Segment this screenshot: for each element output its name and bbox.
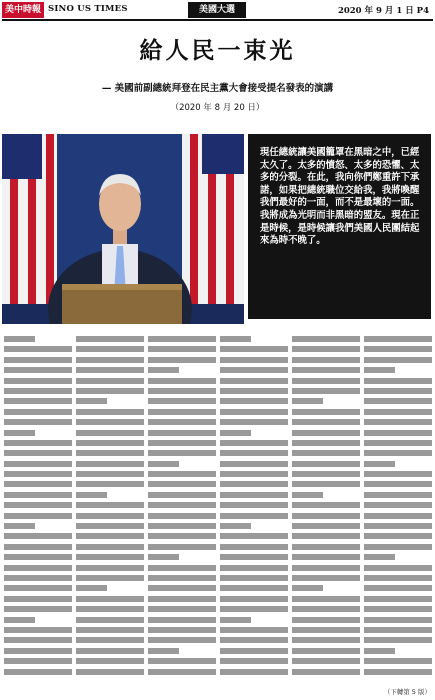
body-text-line [76, 521, 144, 531]
body-text-line [4, 344, 72, 354]
body-text-line [148, 376, 216, 386]
body-text-line [292, 355, 360, 365]
body-text-line [220, 646, 288, 656]
speaker-photo [2, 134, 244, 324]
body-text-line [364, 459, 395, 469]
body-text-line [148, 615, 216, 625]
body-text-line [76, 573, 144, 583]
body-text-line [220, 521, 251, 531]
body-text-line [292, 511, 360, 521]
body-text-line [76, 438, 144, 448]
body-text-line [148, 521, 216, 531]
body-text-line [4, 417, 72, 427]
body-text-line [364, 334, 432, 344]
body-text-line [76, 448, 144, 458]
body-text-line [4, 521, 35, 531]
body-text-line [364, 479, 432, 489]
body-text-line [148, 428, 216, 438]
body-text-line [220, 407, 288, 417]
body-text-line [4, 386, 72, 396]
body-text-line [76, 594, 144, 604]
article-subhead: — 美國前副總統拜登在民主黨大會接受提名發表的演講 [101, 83, 334, 94]
body-text-line [220, 667, 288, 677]
body-text-line [364, 573, 432, 583]
body-text-line [4, 615, 35, 625]
body-text-line [220, 428, 251, 438]
body-text-line [364, 344, 432, 354]
body-text-line [220, 594, 288, 604]
body-text-line [292, 604, 360, 614]
body-text-line [4, 479, 72, 489]
body-text-line [220, 376, 288, 386]
body-text-line [220, 542, 288, 552]
body-text-line [148, 417, 216, 427]
body-text-line [148, 490, 216, 500]
body-column-6 [364, 334, 432, 684]
body-text-line [4, 396, 72, 406]
body-text-line [292, 500, 360, 510]
body-text-line [76, 511, 144, 521]
body-text-line [148, 386, 216, 396]
article-dateline: （2020 年 8 月 20 日） [170, 103, 265, 113]
body-text-line [148, 459, 179, 469]
header-rule [2, 19, 433, 21]
body-text-line [220, 344, 288, 354]
body-text-line [76, 656, 144, 666]
body-text-line [364, 656, 432, 666]
body-text-line [364, 563, 432, 573]
body-text-line [364, 428, 432, 438]
body-text-line [76, 396, 107, 406]
body-text-line [292, 459, 360, 469]
body-text-line [4, 438, 72, 448]
body-text-line [76, 646, 144, 656]
body-text-line [292, 615, 360, 625]
body-text-line [292, 531, 360, 541]
body-text-line [220, 531, 288, 541]
body-text-line [4, 407, 72, 417]
body-text-line [4, 428, 35, 438]
body-text-line [148, 656, 216, 666]
body-text-line [292, 479, 360, 489]
body-text-line [364, 490, 432, 500]
body-text-line [220, 511, 288, 521]
body-text-line [148, 500, 216, 510]
body-text-line [220, 625, 288, 635]
body-text-line [220, 615, 251, 625]
body-text-line [220, 334, 251, 344]
body-text-line [76, 386, 144, 396]
body-text-line [364, 438, 432, 448]
newspaper-name-en: SINO US TIMES [48, 4, 128, 14]
pull-quote: 現任總統讓美國籠罩在黑暗之中，已經太久了。太多的憤怒、太多的恐懼、太多的分裂。在此，我向你們鄭重許下承諾，如果把總統職位交給我，我將喚醒我們最好的一面，而不是最壞的一面。我將成為光明而非黑暗的盟友。現在正是時候，是時候讓我們美國人民團結起來為時不晚了。 [248, 134, 431, 319]
body-text-line [364, 521, 432, 531]
body-text-line [364, 635, 432, 645]
body-text-line [364, 511, 432, 521]
body-text-line [76, 365, 144, 375]
body-text-line [4, 552, 72, 562]
body-text-line [76, 552, 144, 562]
body-text-line [220, 573, 288, 583]
body-text-line [148, 604, 216, 614]
body-text-line [4, 646, 72, 656]
body-text-line [76, 542, 144, 552]
body-text-line [76, 334, 144, 344]
body-text-line [76, 604, 144, 614]
body-text-line [292, 552, 360, 562]
body-text-line [292, 656, 360, 666]
body-text-line [76, 428, 144, 438]
body-text-line [220, 656, 288, 666]
body-text-line [364, 500, 432, 510]
body-text-line [292, 469, 360, 479]
body-text-line [148, 344, 216, 354]
body-text-line [4, 656, 72, 666]
body-text-line [4, 469, 72, 479]
body-text-line [220, 583, 288, 593]
body-text-line [292, 594, 360, 604]
body-text-line [292, 521, 360, 531]
article-headline: 給人民一束光 [139, 37, 296, 64]
body-text-line [364, 583, 432, 593]
body-text-line [220, 355, 288, 365]
body-text-line [148, 365, 179, 375]
body-column-3 [148, 334, 216, 684]
body-text-line [220, 552, 288, 562]
body-text-line [76, 407, 144, 417]
body-text-line [220, 386, 288, 396]
body-text-line [148, 563, 216, 573]
body-text-line [364, 604, 432, 614]
body-text-line [4, 511, 72, 521]
body-text-line [292, 448, 360, 458]
body-text-line [364, 542, 432, 552]
body-text-line [4, 667, 72, 677]
body-text-line [364, 448, 432, 458]
body-text-line [292, 583, 323, 593]
body-text-line [292, 417, 360, 427]
body-text-line [292, 376, 360, 386]
body-text-line [148, 438, 216, 448]
body-text-line [292, 365, 360, 375]
body-text-line [148, 573, 216, 583]
body-text-line [4, 625, 72, 635]
body-text-line [4, 459, 72, 469]
issue-date: 2020 年 9 月 1 日 P4 [337, 6, 429, 16]
body-text-line [292, 438, 360, 448]
body-text-line [292, 344, 360, 354]
body-text-line [364, 386, 432, 396]
body-text-line [292, 646, 360, 656]
body-text-line [220, 490, 288, 500]
body-text-line [76, 469, 144, 479]
body-text-line [76, 376, 144, 386]
body-text-line [292, 635, 360, 645]
body-text-line [292, 490, 323, 500]
body-text-line [4, 583, 72, 593]
body-text-line [292, 428, 360, 438]
body-text-line [148, 625, 216, 635]
body-text-line [220, 635, 288, 645]
body-text-line [364, 667, 432, 677]
body-text-line [364, 417, 432, 427]
body-text-line [148, 448, 216, 458]
body-text-line [364, 355, 432, 365]
body-text-line [4, 635, 72, 645]
body-text-line [148, 531, 216, 541]
body-text-line [292, 573, 360, 583]
body-text-line [292, 334, 360, 344]
body-text-line [220, 448, 288, 458]
body-text-line [148, 646, 179, 656]
body-text-line [4, 563, 72, 573]
body-text-line [148, 542, 216, 552]
body-text-line [220, 479, 288, 489]
body-text-line [220, 604, 288, 614]
body-text-line [364, 396, 432, 406]
continued-note: （下轉第 5 版） [383, 688, 431, 696]
body-column-2 [76, 334, 144, 684]
body-text-line [364, 531, 432, 541]
body-text-line [76, 635, 144, 645]
body-text-line [148, 355, 216, 365]
body-text-line [364, 625, 432, 635]
body-text-line [292, 667, 360, 677]
body-text-line [76, 344, 144, 354]
body-text-line [148, 396, 216, 406]
body-column-1 [4, 334, 72, 684]
body-text-line [148, 407, 216, 417]
body-text-line [220, 396, 288, 406]
body-text-line [220, 417, 288, 427]
body-text-line [292, 407, 360, 417]
body-text-line [220, 563, 288, 573]
body-text-line [220, 500, 288, 510]
body-text-line [76, 625, 144, 635]
body-text-line [148, 479, 216, 489]
body-text-line [148, 667, 216, 677]
body-text-line [292, 386, 360, 396]
body-text-line [4, 334, 35, 344]
body-text-line [364, 376, 432, 386]
body-text-line [148, 469, 216, 479]
body-text-line [76, 459, 144, 469]
body-text-line [148, 334, 216, 344]
body-text-line [76, 417, 144, 427]
body-text-line [364, 646, 395, 656]
body-text-line [4, 542, 72, 552]
section-label: 美國大選 [188, 2, 246, 18]
body-text-line [4, 355, 72, 365]
body-text-line [76, 531, 144, 541]
body-text-line [4, 594, 72, 604]
body-text-line [4, 573, 72, 583]
body-text-line [148, 511, 216, 521]
body-text-line [220, 459, 288, 469]
body-text-line [220, 438, 288, 448]
body-text-line [220, 365, 288, 375]
body-text-line [4, 604, 72, 614]
body-text-line [76, 563, 144, 573]
body-text-line [76, 479, 144, 489]
masthead [2, 2, 433, 18]
body-text-line [76, 667, 144, 677]
body-text-line [292, 542, 360, 552]
body-text-line [364, 365, 395, 375]
body-text-line [364, 407, 432, 417]
body-text-line [4, 376, 72, 386]
speaker-photo-image [2, 134, 244, 324]
body-text-line [364, 594, 432, 604]
body-text-line [4, 448, 72, 458]
body-text-line [148, 552, 179, 562]
body-text-line [4, 531, 72, 541]
body-text-line [220, 469, 288, 479]
body-text-line [148, 594, 216, 604]
body-text-line [4, 500, 72, 510]
body-text-line [292, 563, 360, 573]
body-text-line [76, 355, 144, 365]
body-text-line [148, 635, 216, 645]
body-column-4 [220, 334, 288, 684]
body-text-line [76, 500, 144, 510]
body-text-line [292, 625, 360, 635]
body-text-line [76, 490, 107, 500]
body-text-line [4, 490, 72, 500]
body-text-line [364, 552, 395, 562]
body-text-line [4, 365, 72, 375]
body-text-line [148, 583, 216, 593]
newspaper-logo: 美中時報 [2, 2, 44, 18]
body-text-line [76, 615, 144, 625]
body-text-line [364, 615, 432, 625]
body-column-5 [292, 334, 360, 684]
body-text-line [292, 396, 323, 406]
body-text-line [76, 583, 107, 593]
body-text-line [364, 469, 432, 479]
